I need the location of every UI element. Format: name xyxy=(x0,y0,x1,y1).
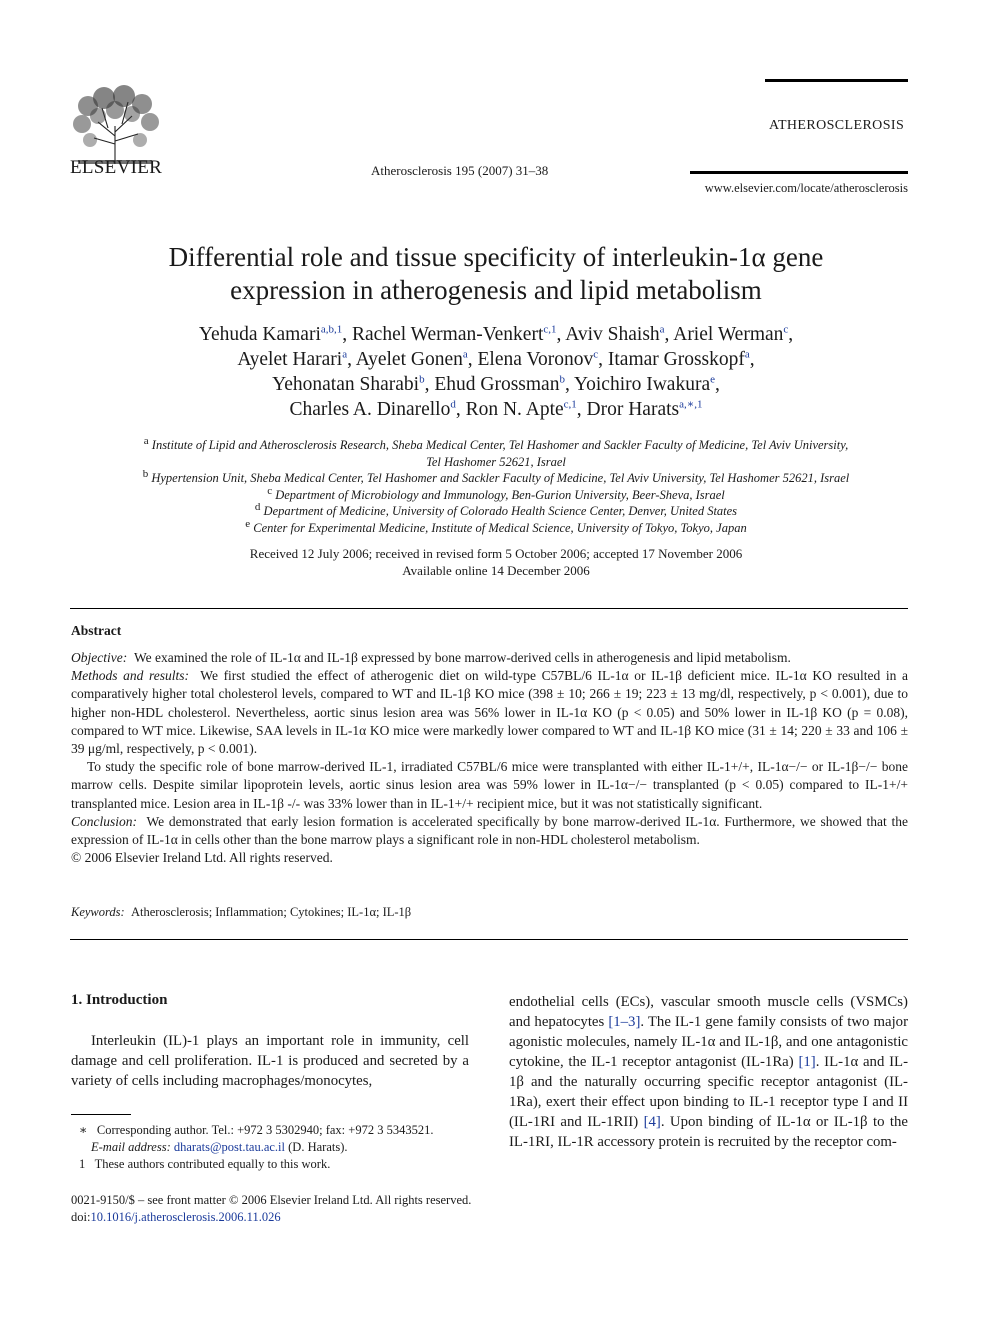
publisher-name: ELSEVIER xyxy=(70,157,163,178)
doi-label: doi: xyxy=(71,1210,91,1224)
journal-name: ATHEROSCLEROSIS xyxy=(769,118,905,133)
abstract-label: Objective: xyxy=(71,650,128,665)
affiliation xyxy=(100,517,892,537)
author-name: Ayelet Harari xyxy=(237,349,343,370)
author-affiliation-mark[interactable]: d xyxy=(450,398,456,411)
author-affiliation-mark[interactable]: a xyxy=(744,348,750,361)
author-affiliation-mark[interactable]: a,b,1 xyxy=(320,323,343,336)
affiliation-mark: b xyxy=(142,468,149,481)
affiliation-text: Department of Medicine, University of Colorado Health Science Center, Denver, United States xyxy=(263,504,738,519)
author-affiliation-mark[interactable]: a xyxy=(659,323,665,336)
author-name: Yoichiro Iwakura xyxy=(573,374,711,395)
citation-link[interactable]: [4] xyxy=(643,1114,661,1130)
abstract-text: We examined the role of IL-1α and IL-1β expressed by bone marrow-derived cells in atherogenesis and lipid metabolism. xyxy=(133,650,791,665)
section-rule xyxy=(70,608,908,609)
issn-doi-block xyxy=(71,1192,471,1226)
article-title xyxy=(80,241,912,307)
footnote-mark: ∗ xyxy=(79,1123,88,1137)
citation-link[interactable]: [1–3] xyxy=(608,1014,641,1030)
affiliation-continued: Tel Hashomer 52621, Israel xyxy=(426,454,566,469)
body-text-right-column xyxy=(509,992,908,1152)
doi-line xyxy=(71,1209,471,1226)
article-history xyxy=(80,545,912,579)
author-name: Rachel Werman-Venkert xyxy=(352,324,544,345)
journal-citation: Atherosclerosis 195 (2007) 31–38 xyxy=(371,163,549,178)
author-name: Aviv Shaish xyxy=(565,324,660,345)
author-affiliation-mark[interactable]: b xyxy=(559,373,565,386)
author-line: Ayelet Harari$^a$, Ayelet Gonen$^a$, Elena Voronov$^c$, Itamar Grosskopf$^a$, xyxy=(237,348,755,370)
header-rule xyxy=(690,171,908,174)
author-name: Dror Harats xyxy=(586,399,680,420)
affiliation-text: Department of Microbiology and Immunology, Ben-Gurion University, Beer-Sheva, Israel xyxy=(275,487,725,502)
author-name: Charles A. Dinarello xyxy=(289,399,451,420)
author-line: Charles A. Dinarello$^d$, Ron N. Apte$^{c,1}$, Dror Harats$^{a,∗,1}$ xyxy=(289,398,703,420)
author-list xyxy=(80,322,912,422)
email-link[interactable]: dharats@post.tau.ac.il xyxy=(173,1140,286,1154)
affiliation xyxy=(100,470,892,487)
author-affiliation-mark[interactable]: a xyxy=(342,348,348,361)
abstract-conclusion xyxy=(71,813,908,849)
affiliation-text: Institute of Lipid and Atherosclerosis Research, Sheba Medical Center, Tel Hashomer and Sackler Faculty of Medicine, Tel Aviv University, xyxy=(151,438,849,452)
section-rule xyxy=(70,939,908,940)
affiliation xyxy=(100,434,892,454)
author-affiliation-mark[interactable]: a,∗,1 xyxy=(679,398,703,411)
header-rule xyxy=(765,79,908,82)
body-text: . IL-1α and IL-1β and the naturally occurring specific receptor antagonist (IL-1Ra), exert their effect upon binding to IL-1 receptor type I and II (IL-1RI and IL-1RII) xyxy=(509,1054,908,1130)
affiliation-text: Center for Experimental Medicine, Institute of Medical Science, University of Tokyo, Tokyo, Japan xyxy=(253,520,747,535)
abstract-heading: Abstract xyxy=(71,623,122,638)
author-affiliation-mark[interactable]: c xyxy=(593,348,599,361)
footnote-text: These authors contributed equally to this work. xyxy=(94,1157,331,1171)
abstract-objective xyxy=(71,649,908,667)
available-online-date: Available online 14 December 2006 xyxy=(402,563,590,578)
author-affiliation-mark[interactable]: b xyxy=(419,373,425,386)
author-line: Yehuda Kamari$^{a,b,1}$, Rachel Werman-Venkert$^{c,1}$, Aviv Shaish$^a$, Ariel Werman$^c$, xyxy=(198,323,794,345)
author-name: Itamar Grosskopf xyxy=(607,349,745,370)
affiliation-mark: c xyxy=(267,484,273,497)
author-affiliation-mark[interactable]: a xyxy=(462,348,468,361)
affiliation xyxy=(100,484,892,504)
received-dates: Received 12 July 2006; received in revised form 5 October 2006; accepted 17 November 2006 xyxy=(249,546,743,561)
equal-contribution-note xyxy=(79,1156,433,1173)
abstract-copyright: © 2006 Elsevier Ireland Ltd. All rights reserved. xyxy=(71,850,333,866)
section-heading: 1. Introduction xyxy=(71,992,168,1008)
affiliation-list xyxy=(100,434,892,537)
journal-url-link[interactable]: www.elsevier.com/locate/atherosclerosis xyxy=(704,181,908,195)
email-note xyxy=(79,1139,433,1156)
author-name: Yehonatan Sharabi xyxy=(272,374,420,395)
keywords xyxy=(71,905,411,920)
abstract-methods xyxy=(71,667,908,758)
affiliation-mark: a xyxy=(143,434,149,447)
affiliation xyxy=(100,503,892,520)
body-text: . The IL-1 gene family consists of two major agonistic molecules, namely IL-1α and IL-1β, and one antagonistic cytokine, the IL-1 receptor antagonist (IL-1Ra) xyxy=(509,1014,909,1070)
abstract-label: Conclusion: xyxy=(71,813,137,829)
author-line: Yehonatan Sharabi$^b$, Ehud Grossman$^b$, Yoichiro Iwakura$^e$, xyxy=(272,373,720,395)
author-affiliation-mark[interactable]: c,1 xyxy=(543,323,557,336)
author-name: Ayelet Gonen xyxy=(355,349,463,370)
author-affiliation-mark[interactable]: c,1 xyxy=(563,398,577,411)
abstract-text: We first studied the effect of atherogenic diet on wild-type C57BL/6 IL-1α or IL-1β deficient mice. IL-1α KO resulted in a comparatively higher total cholesterol levels, compared to WT and IL-1β KO mice (398 ± 10; 266 ± 19; 223 ± 13 mg/dl, respectively, p < 0.001), due to higher non-HDL cholesterol. Nevertheless, aortic sinus lesion area was 56% lower in IL-1α KO (p < 0.05) and 50% lower in IL-1β KO (p = 0.08), compared to WT mice. Likewise, SAA levels in IL-1α KO mice were markedly lower compared to WT and IL-1β KO mice (31 ± 14; 220 ± 33 and 106 ± 39 μg/ml, respectively, p < 0.001). xyxy=(71,668,908,757)
author-name: Elena Voronov xyxy=(477,349,594,370)
abstract-methods-continued: To study the specific role of bone marrow-derived IL-1, irradiated C57BL/6 mice were transplanted with either IL-1+/+, IL-1α−/− or IL-1β−/− bone marrow cells. Despite similar lipoprotein levels, aortic sinus lesion area was 59% lower in IL-1α−/− transplanted (p < 0.05) compared to IL-1+/+ transplanted mice. Lesion area in IL-1β -/- was 33% lower than in IL-1+/+ recipient mice, but it was not statistically significant. xyxy=(71,759,908,811)
author-name: Ron N. Apte xyxy=(465,399,564,420)
issn-line: 0021-9150/$ – see front matter © 2006 Elsevier Ireland Ltd. All rights reserved. xyxy=(71,1193,472,1207)
title-line: Differential role and tissue specificity of interleukin-1α gene xyxy=(168,242,824,272)
keywords-label: Keywords: xyxy=(71,905,125,919)
abstract-body xyxy=(71,649,908,867)
abstract-text: We demonstrated that early lesion formation is accelerated specifically by bone marrow-derived IL-1α. Furthermore, we showed that the expression of IL-1α in cells other than the bone marrow plays a significant role in non-HDL cholesterol metabolism. xyxy=(71,813,909,848)
body-text: endothelial cells (ECs), vascular smooth muscle cells (VSMCs) and hepatocytes xyxy=(509,994,908,1030)
footnote-mark: 1 xyxy=(79,1157,86,1171)
keywords-text: Atherosclerosis; Inflammation; Cytokines; IL-1α; IL-1β xyxy=(130,905,412,919)
citation-link[interactable]: [1] xyxy=(798,1054,816,1070)
footnote-text: (D. Harats). xyxy=(288,1140,348,1154)
title-line: expression in atherogenesis and lipid metabolism xyxy=(230,275,762,305)
doi-link[interactable]: 10.1016/j.atherosclerosis.2006.11.026 xyxy=(90,1210,281,1224)
footnote-rule xyxy=(71,1114,131,1115)
author-name: Ariel Werman xyxy=(673,324,784,345)
footnotes xyxy=(79,1122,433,1173)
author-affiliation-mark[interactable]: e xyxy=(710,373,715,386)
affiliation-text: Hypertension Unit, Sheba Medical Center, Tel Hashomer and Sackler Faculty of Medicine, Tel Aviv University, Tel Hashomer 52621, Israel xyxy=(151,471,850,486)
footnote-text: Corresponding author. Tel.: +972 3 5302940; fax: +972 3 5343521. xyxy=(96,1123,434,1137)
author-affiliation-mark[interactable]: c xyxy=(783,323,789,336)
author-name: Ehud Grossman xyxy=(434,374,560,395)
abstract-label: Methods and results: xyxy=(71,668,190,684)
corresponding-author-note xyxy=(79,1122,433,1139)
email-label: E-mail address: xyxy=(91,1140,171,1154)
author-name: Yehuda Kamari xyxy=(198,324,321,345)
affiliation-mark: e xyxy=(245,517,251,530)
body-text-left-column: Interleukin (IL)-1 plays an important role in immunity, cell damage and cell proliferation. IL-1 is produced and secreted by a variety of cells including macrophages/monocytes, xyxy=(71,1033,469,1089)
body-text: . Upon binding of IL-1α or IL-1β to the IL-1RI, IL-1R accessory protein is recruited by the receptor com- xyxy=(509,1114,908,1150)
affiliation-mark: d xyxy=(254,501,261,514)
